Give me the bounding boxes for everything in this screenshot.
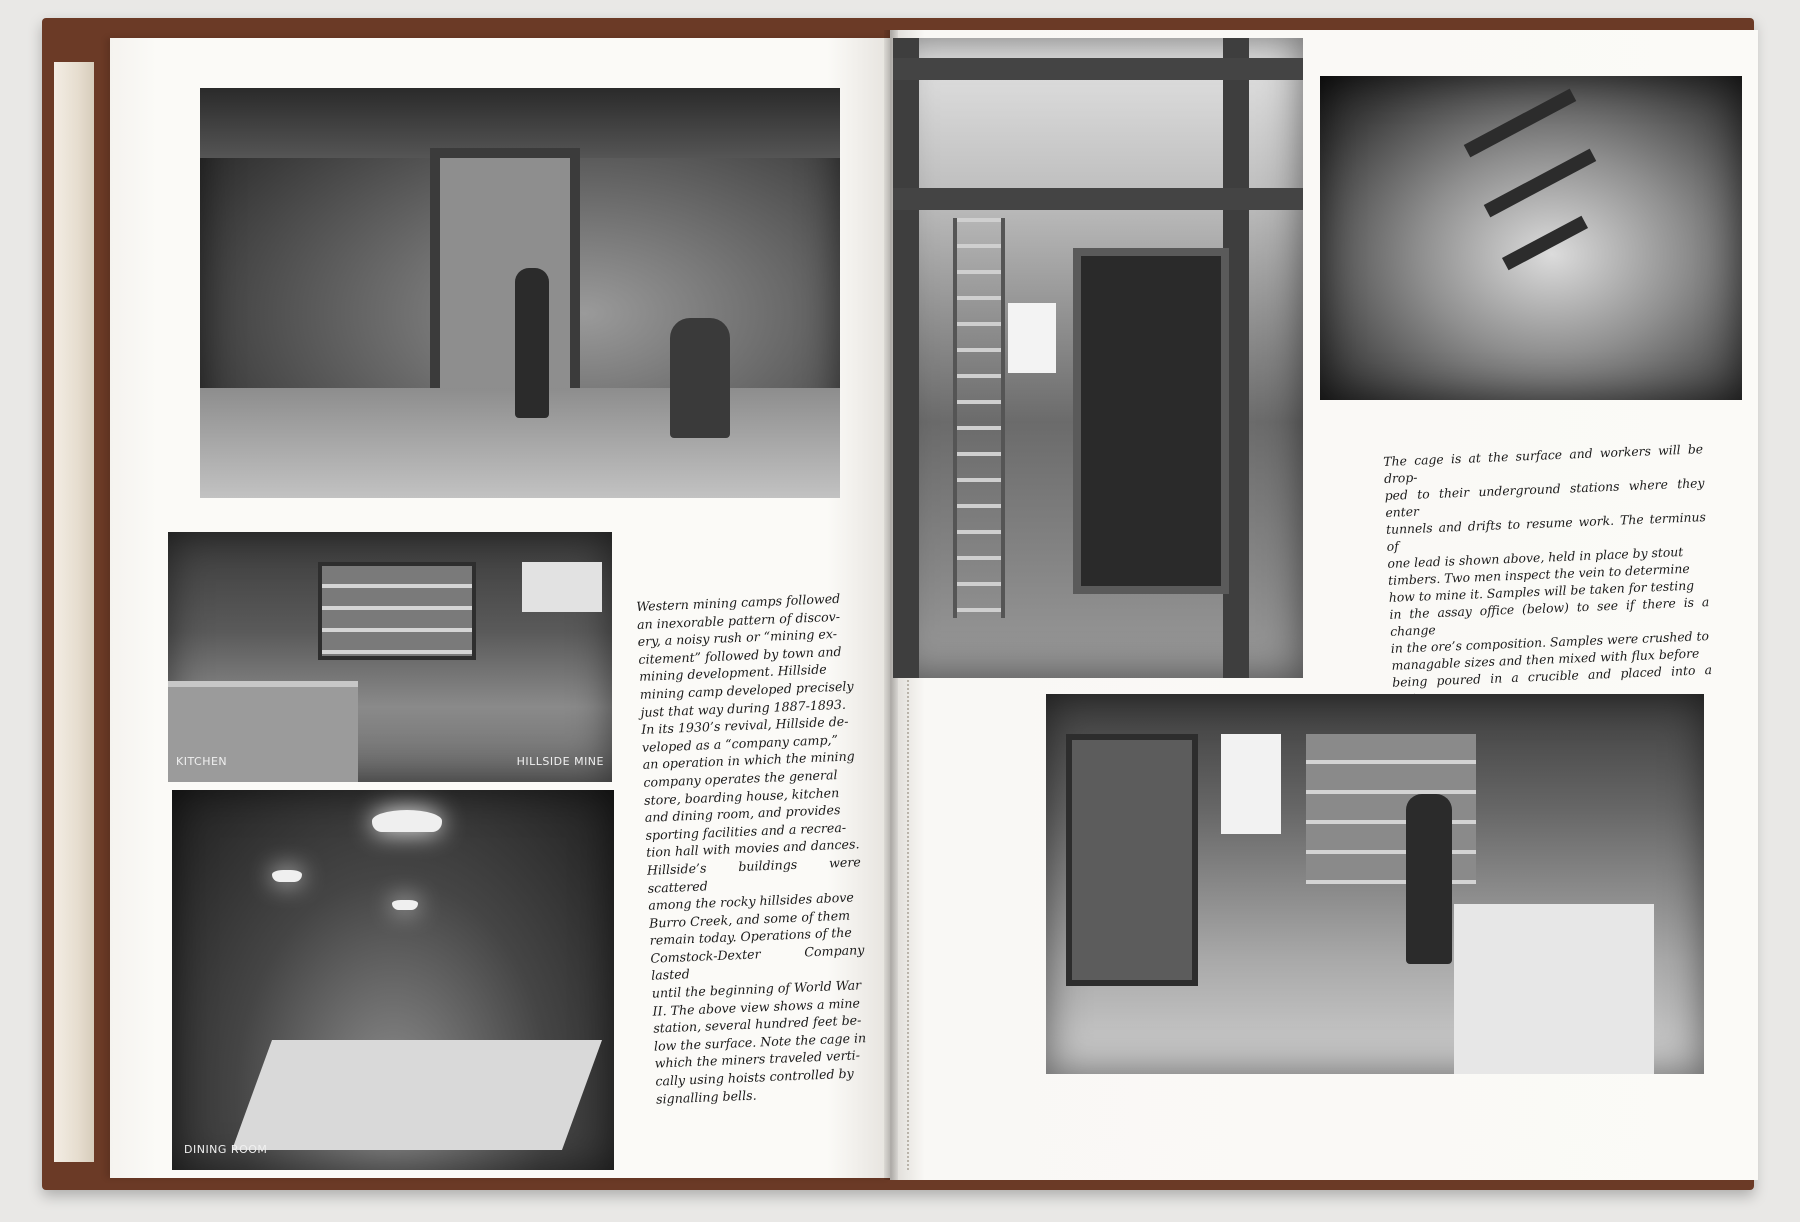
kitchen-photo bbox=[168, 532, 612, 782]
photo-cage-frame bbox=[430, 148, 580, 428]
kitchen-label: KITCHEN bbox=[176, 755, 228, 768]
photo-table bbox=[232, 1040, 602, 1150]
dining-room-photo bbox=[172, 790, 614, 1170]
photo-ladder bbox=[953, 218, 1005, 618]
photo-timber bbox=[1484, 149, 1597, 218]
photo-timber bbox=[1502, 216, 1588, 271]
photo-miner bbox=[670, 318, 730, 438]
photo-cage bbox=[1073, 248, 1229, 594]
photo-window bbox=[522, 562, 602, 612]
assay-office-photo bbox=[1046, 694, 1704, 1074]
photo-shelf bbox=[318, 562, 476, 660]
photo-miner bbox=[515, 268, 549, 418]
photo-furnace bbox=[1454, 904, 1654, 1074]
dining-room-label: DINING ROOM bbox=[184, 1143, 268, 1156]
tunnel-lead-photo bbox=[1320, 76, 1742, 400]
photo-timber bbox=[1464, 89, 1577, 158]
page-block-edge bbox=[54, 62, 94, 1162]
headframe-cage-photo bbox=[893, 38, 1303, 678]
photo-timber-beam bbox=[893, 58, 1303, 80]
mine-station-photo bbox=[200, 88, 840, 498]
photo-assayer bbox=[1406, 794, 1452, 964]
photo-window bbox=[1221, 734, 1281, 834]
photo-timber-beam bbox=[893, 188, 1303, 210]
photo-lamp bbox=[272, 870, 302, 882]
left-caption: Western mining camps followed an inexorable pattern of discov- ery, a noisy rush or “mining ex- citement” followed by town and mining development. Hillside mining camp developed precisely just that way during 1887-1893. In its 1930’s revival, Hillside de- veloped as a “company camp,” an operation in which the mining company operates the general store, boarding house, kitchen and dining room, and provides sporting facilities and a recrea- tion hall with movies and dances. Hillside’s buildings were scattered among the rocky hillsides above Burro Creek, and some of them remain today. Operations of the Comstock-Dexter Company lasted until the beginning of World War II. The above view shows a mine station, several hundred feet be- low the surface. Note the cage in which the miners traveled verti- cally using hoists controlled by signalling bells. bbox=[636, 590, 867, 1107]
right-caption: The cage is at the surface and workers will be drop- ped to their underground stations where they enter tunnels and drifts to resume work. The terminus of one lead is shown above, held in place by stout timbers. Two men inspect the vein to determine how to mine it. Samples will be taken for testing in the assay office (below) to see if there is a change in the ore’s composition. Samples were crushed to managable sizes and then mixed with flux before being poured in a crucible and placed into a bbox=[1383, 441, 1713, 690]
photo-door bbox=[1066, 734, 1198, 986]
photo-lamp bbox=[372, 810, 442, 832]
photo-sign bbox=[1008, 303, 1056, 373]
photo-lamp bbox=[392, 900, 418, 910]
hillside-mine-label: HILLSIDE MINE bbox=[516, 755, 604, 768]
photo-timber-post bbox=[893, 38, 919, 678]
